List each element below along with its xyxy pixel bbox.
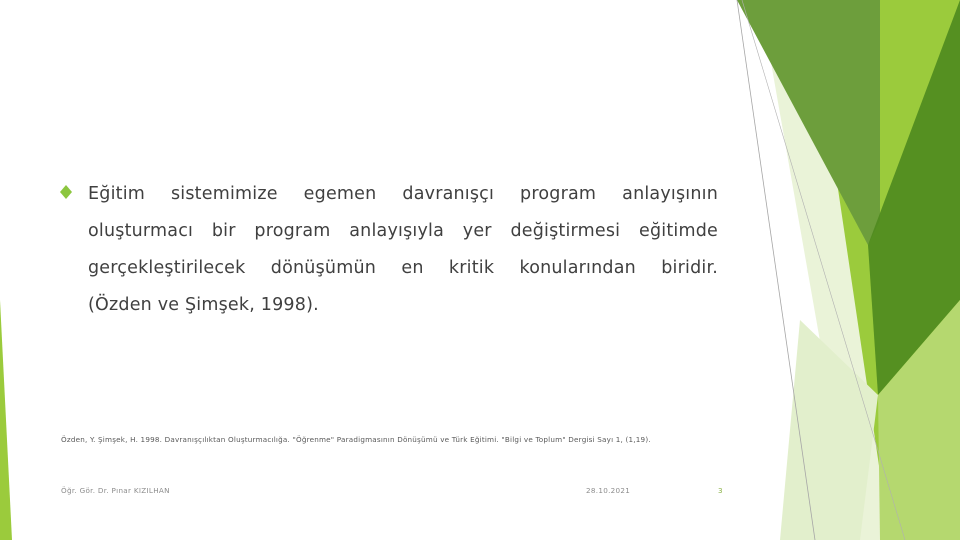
paragraph-line-1: Eğitim sistemimize egemen davranışçı program anlayışının: [88, 184, 718, 204]
paragraph-line-2: oluşturmacı bir program anlayışıyla yer değiştirmesi eğitimde: [88, 221, 718, 241]
paragraph-lines: [88, 176, 718, 287]
paragraph-citation: (Özden ve Şimşek, 1998).: [88, 295, 319, 315]
footer-author: Öğr. Gör. Dr. Pınar KIZILHAN: [61, 486, 170, 495]
bullet-diamond-icon: [60, 185, 72, 199]
facet-left-sliver: [0, 300, 12, 540]
reference-note: Özden, Y. Şimşek, H. 1998. Davranışçılıktan Oluşturmacılığa. "Öğrenme" Paradigmasının Dönüşümü ve Türk Eğitimi. "Bilgi ve Toplum" Dergisi Sayı 1, (1,19).: [61, 435, 651, 444]
page-number: 3: [718, 486, 723, 495]
paragraph-line-3: gerçekleştirilecek dönüşümün en kritik konularından biridir.: [88, 258, 718, 278]
footer-date: 28.10.2021: [586, 486, 631, 495]
